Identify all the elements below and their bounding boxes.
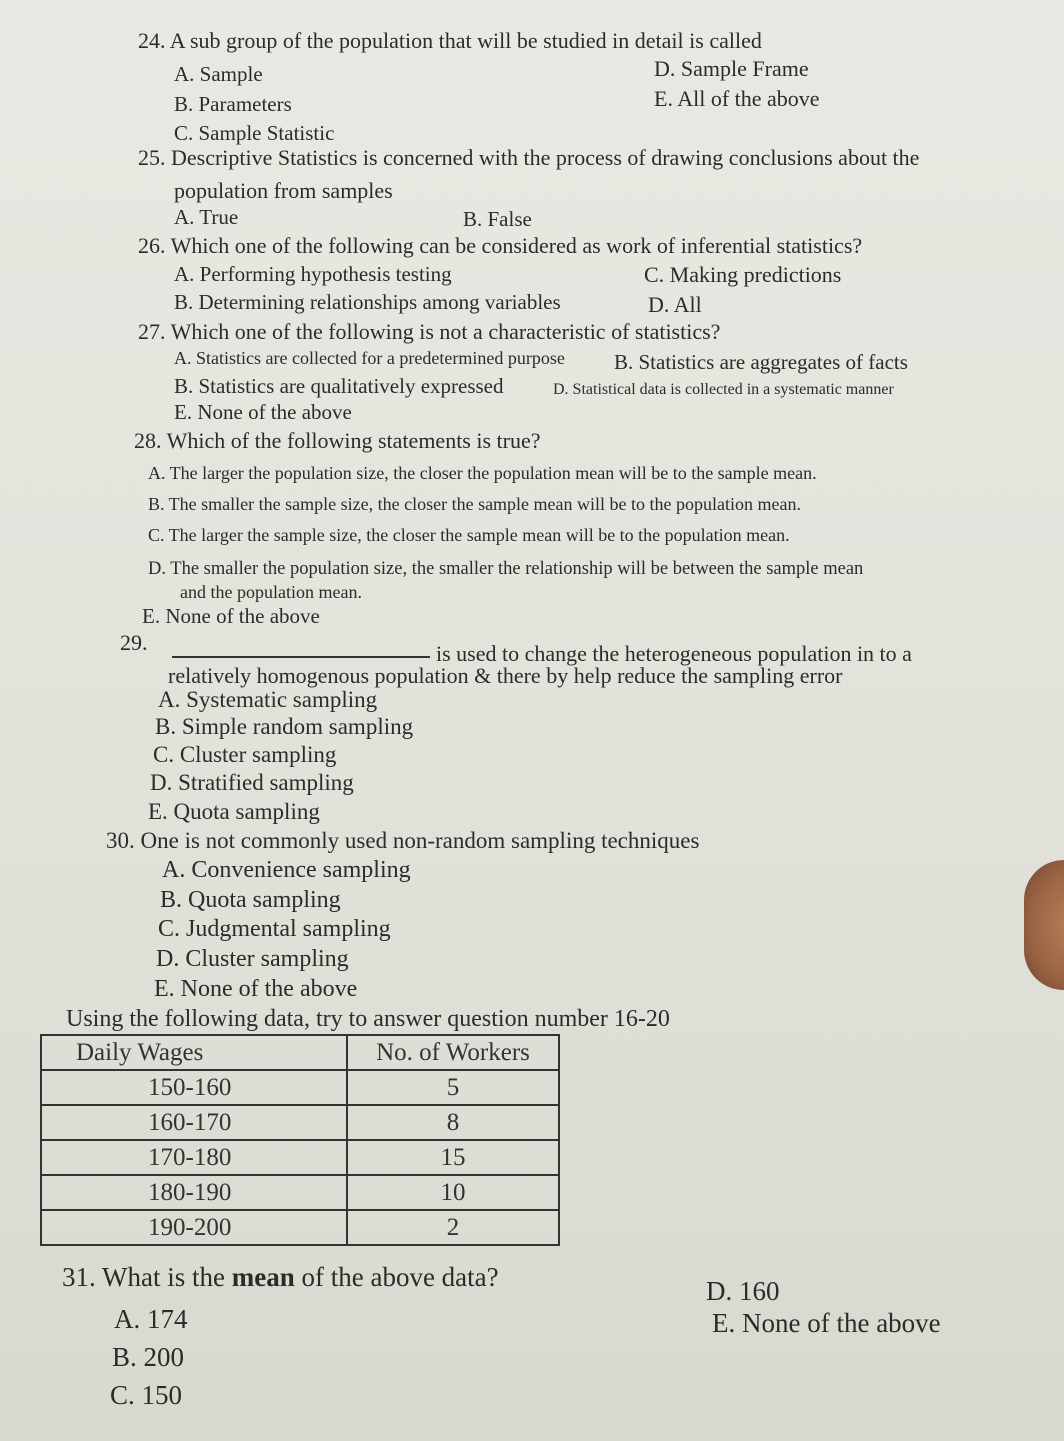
q27-option-a: A. Statistics are collected for a predetermined purpose — [174, 348, 565, 368]
q31-option-c: C. 150 — [110, 1380, 183, 1410]
table-row — [41, 1105, 559, 1140]
q30-option-b: B. Quota sampling — [160, 887, 341, 913]
q24-option-b: B. Parameters — [174, 92, 292, 116]
wage-cell: 150-160 — [41, 1070, 347, 1105]
workers-cell: 8 — [347, 1105, 559, 1140]
q28-option-a: A. The larger the population size, the closer the population mean will be to the sample mean. — [148, 463, 817, 483]
q27-option-d: D. Statistical data is collected in a systematic manner — [553, 381, 894, 398]
q27-text: 27. Which one of the following is not a characteristic of statistics? — [138, 319, 721, 344]
q29-option-c: C. Cluster sampling — [153, 742, 337, 767]
q28-option-d: D. The smaller the population size, the smaller the relationship will be between the sample mean — [148, 559, 864, 579]
table-header-row — [41, 1035, 559, 1070]
q30-option-e: E. None of the above — [154, 976, 358, 1002]
q28-option-d-cont: and the population mean. — [180, 582, 362, 602]
q28-text: 28. Which of the following statements is true? — [134, 428, 541, 453]
q29-option-b: B. Simple random sampling — [155, 714, 414, 739]
q31-text-post: of the above data? — [294, 1262, 499, 1292]
data-intro: Using the following data, try to answer question number 16-20 — [66, 1006, 670, 1032]
q29-text-cont: relatively homogenous population & there by help reduce the sampling error — [168, 663, 843, 688]
q26-text: 26. Which one of the following can be considered as work of inferential statistics? — [138, 233, 863, 258]
q24-option-d: D. Sample Frame — [654, 56, 809, 81]
q24-option-a: A. Sample — [174, 62, 263, 86]
q29-option-e: E. Quota sampling — [148, 799, 320, 824]
wage-cell: 160-170 — [41, 1105, 347, 1140]
q29-text: is used to change the heterogeneous population in to a — [436, 641, 912, 666]
wage-cell: 180-190 — [41, 1175, 347, 1210]
q28-option-e: E. None of the above — [142, 604, 320, 628]
q27-option-b: B. Statistics are aggregates of facts — [614, 350, 908, 374]
q25-text: 25. Descriptive Statistics is concerned with the process of drawing conclusions about the — [138, 145, 920, 170]
q31-option-d: D. 160 — [706, 1276, 780, 1306]
workers-cell: 10 — [347, 1175, 559, 1210]
q27-option-e: E. None of the above — [174, 400, 352, 424]
q29-option-a: A. Systematic sampling — [158, 687, 378, 712]
q26-option-c: C. Making predictions — [644, 262, 842, 287]
q26-option-d: D. All — [648, 292, 702, 317]
q29-blank-line — [172, 638, 430, 663]
thumb-photo-edge — [1024, 860, 1064, 990]
q31-text-pre: 31. What is the — [62, 1262, 232, 1292]
q28-option-b: B. The smaller the sample size, the closer the sample mean will be to the population mean. — [148, 494, 801, 514]
table-row — [41, 1140, 559, 1175]
q24-option-e: E. All of the above — [654, 86, 820, 111]
q25-option-b: B. False — [463, 207, 532, 231]
q30-text: 30. One is not commonly used non-random sampling techniques — [106, 828, 700, 853]
q24-text: 24. A sub group of the population that will be studied in detail is called — [138, 28, 762, 53]
table-row — [41, 1175, 559, 1210]
wage-cell: 170-180 — [41, 1140, 347, 1175]
wage-cell: 190-200 — [41, 1210, 347, 1245]
q30-option-d: D. Cluster sampling — [156, 946, 349, 972]
q24-option-c: C. Sample Statistic — [174, 121, 335, 145]
q31-option-a: A. 174 — [114, 1304, 188, 1334]
q30-option-c: C. Judgmental sampling — [158, 916, 391, 942]
table-row — [41, 1070, 559, 1105]
q29-option-d: D. Stratified sampling — [150, 770, 354, 795]
wages-table — [40, 1034, 560, 1246]
q31-option-e: E. None of the above — [712, 1308, 941, 1338]
q27-option-b2: B. Statistics are qualitatively expressed — [174, 374, 504, 398]
workers-cell: 5 — [347, 1070, 559, 1105]
workers-cell: 2 — [347, 1210, 559, 1245]
q31-text-bold: mean — [231, 1262, 295, 1292]
q26-option-b: B. Determining relationships among variables — [174, 290, 561, 314]
q31-text — [62, 1262, 499, 1293]
table-row — [41, 1210, 559, 1245]
workers-cell: 15 — [347, 1140, 559, 1175]
header-daily-wages: Daily Wages — [41, 1035, 347, 1070]
q31-option-b: B. 200 — [112, 1342, 185, 1372]
q26-option-a: A. Performing hypothesis testing — [174, 262, 452, 286]
q28-option-c: C. The larger the sample size, the closer the sample mean will be to the population mean. — [148, 525, 790, 545]
q25-option-a: A. True — [174, 205, 239, 229]
q25-text-cont: population from samples — [174, 178, 393, 203]
q29-number: 29. — [120, 630, 148, 655]
header-no-of-workers: No. of Workers — [347, 1035, 559, 1070]
q30-option-a: A. Convenience sampling — [162, 857, 411, 883]
